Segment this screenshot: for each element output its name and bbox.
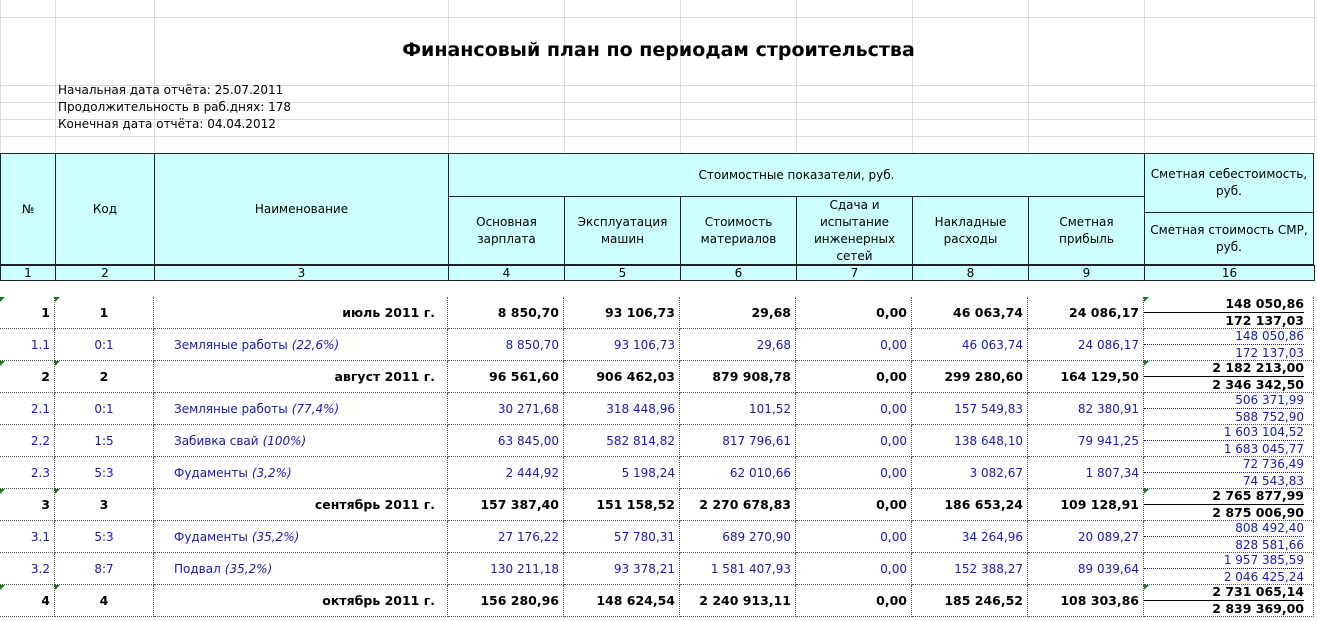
cell-c7: 0,00 — [796, 329, 912, 361]
cell-c4: 27 176,22 — [448, 521, 564, 553]
cell-comment-marker — [1144, 585, 1149, 590]
header-network-testing: Сдача и испытание инженерных сетей — [796, 196, 913, 265]
cell-num: 2.3 — [0, 457, 55, 489]
cell-c5: 93 106,73 — [564, 329, 680, 361]
header-name: Наименование — [154, 153, 449, 265]
cell-c9: 89 039,64 — [1028, 553, 1144, 585]
cell-num: 2 — [0, 361, 55, 393]
cell-comment-marker — [55, 585, 60, 590]
name-percent: (22,6%) — [291, 337, 340, 352]
cell-c4: 156 280,96 — [448, 585, 564, 617]
cell-estimated-costs — [1144, 297, 1314, 329]
column-number: 3 — [154, 265, 449, 281]
cell-num: 2.1 — [0, 393, 55, 425]
cell-c8: 186 653,24 — [912, 489, 1028, 521]
cell-num: 3.1 — [0, 521, 55, 553]
estimated-cost-price-value: 1 957 385,59 — [1144, 552, 1304, 569]
cell-name — [154, 393, 448, 425]
cell-num: 2.2 — [0, 425, 55, 457]
work-row — [0, 425, 1317, 457]
cell-name — [154, 361, 448, 393]
cell-c7: 0,00 — [796, 521, 912, 553]
name-text: Забивка свай — [174, 433, 259, 448]
cell-c9: 79 941,25 — [1028, 425, 1144, 457]
cell-num: 3.2 — [0, 553, 55, 585]
cell-c9: 109 128,91 — [1028, 489, 1144, 521]
name-percent: (100%) — [262, 433, 307, 448]
period-row — [0, 489, 1317, 521]
page-title: Финансовый план по периодам строительства — [402, 39, 915, 61]
report-start-date: Начальная дата отчёта: 25.07.2011 — [58, 83, 284, 97]
column-number: 6 — [680, 265, 797, 281]
cell-c5: 906 462,03 — [564, 361, 680, 393]
estimated-smr-cost-value: 2 839 369,00 — [1212, 601, 1304, 616]
estimated-smr-cost-value: 172 137,03 — [1225, 313, 1304, 328]
estimated-cost-price-value: 2 182 213,00 — [1144, 360, 1304, 377]
cell-estimated-costs — [1144, 393, 1314, 425]
cell-estimated-costs — [1144, 553, 1314, 585]
cell-c8: 34 264,96 — [912, 521, 1028, 553]
estimated-cost-price-value: 72 736,49 — [1144, 456, 1304, 473]
estimated-cost-price-value: 148 050,86 — [1144, 328, 1304, 345]
work-row — [0, 393, 1317, 425]
header-base-salary: Основная зарплата — [448, 196, 565, 265]
cell-c5: 318 448,96 — [564, 393, 680, 425]
cell-num: 3 — [0, 489, 55, 521]
header-code: Код — [55, 153, 155, 265]
estimated-cost-price-value: 2 731 065,14 — [1144, 584, 1304, 601]
cell-estimated-costs — [1144, 585, 1314, 617]
column-number: 16 — [1144, 265, 1315, 281]
cell-code: 2 — [55, 361, 154, 393]
cell-c5: 57 780,31 — [564, 521, 680, 553]
cell-c7: 0,00 — [796, 425, 912, 457]
cell-c6: 29,68 — [680, 329, 796, 361]
cell-comment-marker — [0, 489, 5, 494]
cell-c6: 879 908,78 — [680, 361, 796, 393]
cell-c6: 2 240 913,11 — [680, 585, 796, 617]
cell-estimated-costs — [1144, 425, 1314, 457]
cell-c5: 5 198,24 — [564, 457, 680, 489]
name-text: июль 2011 г. — [342, 305, 435, 320]
cell-comment-marker — [55, 361, 60, 366]
cell-estimated-costs — [1144, 489, 1314, 521]
cell-c4: 30 271,68 — [448, 393, 564, 425]
cell-code: 0:1 — [55, 393, 154, 425]
estimated-smr-cost-value: 74 543,83 — [1242, 474, 1304, 488]
column-number: 4 — [448, 265, 565, 281]
cell-c8: 157 549,83 — [912, 393, 1028, 425]
estimated-cost-price-value: 1 603 104,52 — [1144, 424, 1304, 441]
cell-c7: 0,00 — [796, 457, 912, 489]
cell-code: 4 — [55, 585, 154, 617]
cell-c4: 96 561,60 — [448, 361, 564, 393]
period-row — [0, 297, 1317, 329]
cell-code: 0:1 — [55, 329, 154, 361]
column-number: 7 — [796, 265, 913, 281]
cell-c7: 0,00 — [796, 297, 912, 329]
cell-c4: 2 444,92 — [448, 457, 564, 489]
cell-comment-marker — [0, 361, 5, 366]
cell-name — [154, 585, 448, 617]
cell-name — [154, 329, 448, 361]
estimated-cost-price-value: 808 492,40 — [1144, 520, 1304, 537]
cell-code: 5:3 — [55, 457, 154, 489]
cell-comment-marker — [1144, 297, 1149, 302]
name-text: октябрь 2011 г. — [322, 593, 435, 608]
column-number: 8 — [912, 265, 1029, 281]
cell-name — [154, 425, 448, 457]
estimated-cost-price-value: 506 371,99 — [1144, 392, 1304, 409]
cell-c8: 3 082,67 — [912, 457, 1028, 489]
period-row — [0, 361, 1317, 393]
cell-c4: 8 850,70 — [448, 329, 564, 361]
cell-c9: 164 129,50 — [1028, 361, 1144, 393]
estimated-smr-cost-value: 172 137,03 — [1235, 346, 1304, 360]
name-text: Земляные работы — [174, 401, 288, 416]
cell-c4: 63 845,00 — [448, 425, 564, 457]
estimated-smr-cost-value: 828 581,66 — [1235, 538, 1304, 552]
name-text: Земляные работы — [174, 337, 288, 352]
name-text: август 2011 г. — [334, 369, 435, 384]
cell-c4: 157 387,40 — [448, 489, 564, 521]
cell-c5: 93 378,21 — [564, 553, 680, 585]
name-text: сентябрь 2011 г. — [314, 497, 435, 512]
cell-c9: 1 807,34 — [1028, 457, 1144, 489]
cell-num: 1 — [0, 297, 55, 329]
cell-c9: 108 303,86 — [1028, 585, 1144, 617]
cell-c8: 138 648,10 — [912, 425, 1028, 457]
name-percent: (35,2%) — [224, 561, 273, 576]
estimated-smr-cost-value: 2 046 425,24 — [1223, 570, 1304, 584]
header-estimated-smr-cost: Сметная стоимость СМР, руб. — [1144, 212, 1314, 265]
name-text: Подвал — [174, 561, 221, 576]
estimated-smr-cost-value: 2 346 342,50 — [1212, 377, 1304, 392]
report-duration: Продолжительность в раб.днях: 178 — [58, 100, 291, 114]
cell-code: 5:3 — [55, 521, 154, 553]
cell-comment-marker — [55, 489, 60, 494]
cell-name — [154, 521, 448, 553]
cell-comment-marker — [1144, 361, 1149, 366]
cell-code: 1 — [55, 297, 154, 329]
cell-c6: 1 581 407,93 — [680, 553, 796, 585]
report-end-date: Конечная дата отчёта: 04.04.2012 — [58, 117, 276, 131]
cell-c8: 152 388,27 — [912, 553, 1028, 585]
header-materials-cost: Стоимость материалов — [680, 196, 797, 265]
cell-c8: 185 246,52 — [912, 585, 1028, 617]
cell-comment-marker — [0, 297, 5, 302]
cell-c7: 0,00 — [796, 553, 912, 585]
cell-estimated-costs — [1144, 457, 1314, 489]
header-estimated-profit: Сметная прибыль — [1028, 196, 1145, 265]
header-estimated-cost-price: Сметная себестоимость, руб. — [1144, 153, 1314, 213]
column-number: 1 — [0, 265, 56, 281]
header-cost-group: Стоимостные показатели, руб. — [448, 153, 1145, 197]
cell-c6: 29,68 — [680, 297, 796, 329]
cell-c7: 0,00 — [796, 361, 912, 393]
cell-c6: 817 796,61 — [680, 425, 796, 457]
work-row — [0, 553, 1317, 585]
cell-c7: 0,00 — [796, 585, 912, 617]
estimated-cost-price-value: 2 765 877,99 — [1144, 488, 1304, 505]
cell-estimated-costs — [1144, 361, 1314, 393]
name-percent: (77,4%) — [291, 401, 340, 416]
cell-num: 4 — [0, 585, 55, 617]
column-number: 5 — [564, 265, 681, 281]
cell-c9: 20 089,27 — [1028, 521, 1144, 553]
cell-c8: 46 063,74 — [912, 297, 1028, 329]
cell-estimated-costs — [1144, 329, 1314, 361]
name-text: Фудаменты — [174, 529, 248, 544]
column-number: 2 — [55, 265, 155, 281]
cell-c6: 62 010,66 — [680, 457, 796, 489]
cell-code: 1:5 — [55, 425, 154, 457]
cell-c9: 24 086,17 — [1028, 297, 1144, 329]
header-overhead: Накладные расходы — [912, 196, 1029, 265]
cell-c6: 2 270 678,83 — [680, 489, 796, 521]
cell-name — [154, 553, 448, 585]
header-machine-operation: Эксплуатация машин — [564, 196, 681, 265]
name-text: Фудаменты — [174, 465, 248, 480]
estimated-cost-price-value: 148 050,86 — [1144, 296, 1304, 313]
column-number: 9 — [1028, 265, 1145, 281]
cell-c5: 148 624,54 — [564, 585, 680, 617]
cell-c9: 82 380,91 — [1028, 393, 1144, 425]
cell-c5: 582 814,82 — [564, 425, 680, 457]
cell-c7: 0,00 — [796, 489, 912, 521]
header-num: № — [0, 153, 56, 265]
cell-c6: 689 270,90 — [680, 521, 796, 553]
cell-c7: 0,00 — [796, 393, 912, 425]
cell-c5: 151 158,52 — [564, 489, 680, 521]
cell-name — [154, 297, 448, 329]
cell-code: 3 — [55, 489, 154, 521]
name-percent: (35,2%) — [251, 529, 300, 544]
cell-c8: 299 280,60 — [912, 361, 1028, 393]
cell-name — [154, 489, 448, 521]
cell-c6: 101,52 — [680, 393, 796, 425]
work-row — [0, 457, 1317, 489]
cell-num: 1.1 — [0, 329, 55, 361]
cell-comment-marker — [1144, 489, 1149, 494]
cell-c9: 24 086,17 — [1028, 329, 1144, 361]
period-row — [0, 585, 1317, 617]
cell-comment-marker — [55, 297, 60, 302]
cell-comment-marker — [0, 585, 5, 590]
estimated-smr-cost-value: 2 875 006,90 — [1212, 505, 1304, 520]
estimated-smr-cost-value: 1 683 045,77 — [1223, 442, 1304, 456]
cell-c5: 93 106,73 — [564, 297, 680, 329]
cell-estimated-costs — [1144, 521, 1314, 553]
cell-code: 8:7 — [55, 553, 154, 585]
estimated-smr-cost-value: 588 752,90 — [1235, 410, 1304, 424]
name-percent: (3,2%) — [251, 465, 292, 480]
work-row — [0, 329, 1317, 361]
cell-name — [154, 457, 448, 489]
cell-c4: 130 211,18 — [448, 553, 564, 585]
cell-c4: 8 850,70 — [448, 297, 564, 329]
cell-c8: 46 063,74 — [912, 329, 1028, 361]
work-row — [0, 521, 1317, 553]
